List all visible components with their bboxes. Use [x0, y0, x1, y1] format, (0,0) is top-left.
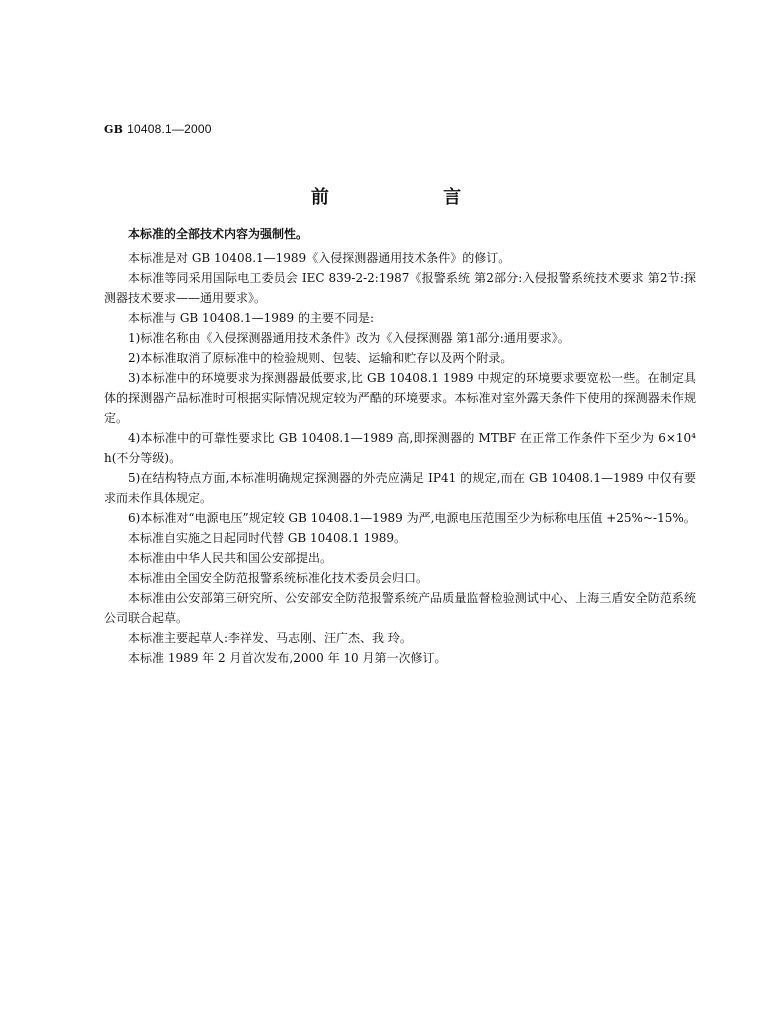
- paragraph-difference-2: 2)本标准取消了原标准中的检验规则、包装、运输和贮存以及两个附录。: [128, 351, 513, 365]
- paragraph-difference-1: 1)标准名称由《入侵探测器通用技术条件》改为《入侵探测器 第1部分:通用要求》。: [128, 331, 570, 345]
- paragraph-difference-4: 4)本标准中的可靠性要求比 GB 10408.1—1989 高,即探测器的 MTBF 在正常工作条件下至少为 6×10⁴ h(不分等级)。: [104, 431, 696, 465]
- standard-code-header: [104, 122, 212, 136]
- paragraph-difference-3: 3)本标准中的环境要求为探测器最低要求,比 GB 10408.1 1989 中规定的环境要求要宽松一些。在制定具体的探测器产品标准时可根据实际情况规定较为严酷的环境要求。本标准对室外露天条件下使用的探测器未作规定。: [104, 371, 696, 425]
- paragraph-replaces: 本标准自实施之日起同时代替 GB 10408.1 1989。: [128, 531, 407, 545]
- paragraph-proposed-by: 本标准由中华人民共和国公安部提出。: [128, 551, 333, 565]
- paragraph-difference-5: 5)在结构特点方面,本标准明确规定探测器的外壳应满足 IP41 的规定,而在 GB 10408.1—1989 中仅有要求而未作具体规定。: [104, 471, 696, 505]
- page-title: 前 言: [310, 187, 516, 208]
- paragraph-difference-6: 6)本标准对“电源电压”规定较 GB 10408.1—1989 为严,电源电压范围至少为标称电压值 +25%~-15%。: [128, 511, 696, 525]
- foreword-body: [104, 224, 696, 668]
- standard-number: 10408.1—2000: [127, 122, 212, 136]
- paragraph-revision-of: 本标准是对 GB 10408.1—1989《入侵探测器通用技术条件》的修订。: [128, 251, 511, 265]
- paragraph-differences-intro: 本标准与 GB 10408.1—1989 的主要不同是:: [128, 311, 375, 325]
- paragraph-mandatory-notice: 本标准的全部技术内容为强制性。: [128, 227, 309, 241]
- paragraph-publication-history: 本标准 1989 年 2 月首次发布,2000 年 10 月第一次修订。: [128, 651, 447, 665]
- paragraph-main-drafters: 本标准主要起草人:李祥发、马志刚、汪广杰、我 玲。: [128, 631, 412, 645]
- paragraph-equivalent-standard: 本标准等同采用国际电工委员会 IEC 839-2-2:1987《报警系统 第2部分:入侵报警系统技术要求 第2节:探测器技术要求——通用要求》。: [104, 271, 696, 305]
- standard-prefix: GB: [104, 123, 124, 136]
- paragraph-drafted-by: 本标准由公安部第三研究所、公安部安全防范报警系统产品质量监督检验测试中心、上海三盾安全防范系统公司联合起草。: [104, 591, 696, 625]
- paragraph-under-jurisdiction: 本标准由全国安全防范报警系统标准化技术委员会归口。: [128, 571, 429, 585]
